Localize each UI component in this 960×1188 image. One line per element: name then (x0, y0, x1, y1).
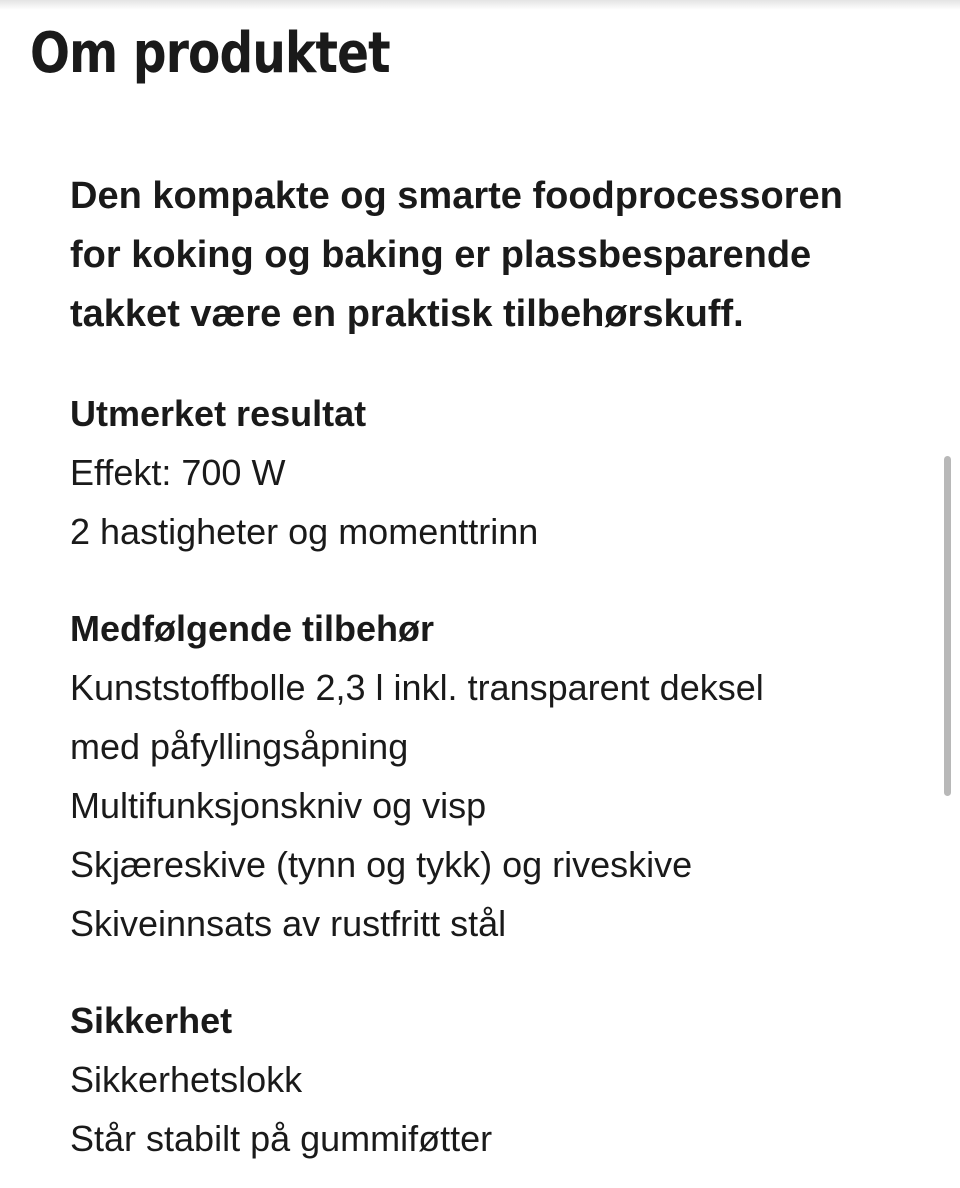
section-heading: Medfølgende tilbehør (70, 608, 434, 649)
section-medfolgende-tilbehor (70, 599, 900, 953)
list-item: Kunststoffbolle 2,3 l inkl. transparent deksel (70, 667, 764, 708)
list-item: Står stabilt på gummiføtter (70, 1118, 493, 1159)
list-item: Multifunksjonskniv og visp (70, 785, 487, 826)
intro-text: Den kompakte og smarte foodprocessoren for koking og baking er plassbesparende takket være en praktisk tilbehørskuff. (70, 175, 843, 335)
feature-list (70, 658, 900, 953)
section-sikkerhet (70, 991, 900, 1168)
section-heading: Sikkerhet (70, 1000, 233, 1041)
scrollbar[interactable] (944, 456, 951, 796)
list-item: Skjæreskive (tynn og tykk) og riveskive (70, 844, 693, 885)
header-shadow (0, 0, 960, 10)
list-item: 2 hastigheter og momenttrinn (70, 511, 539, 552)
list-item: Sikkerhetslokk (70, 1059, 303, 1100)
product-description (70, 167, 900, 1168)
list-item: med påfyllingsåpning (70, 726, 409, 767)
section-utmerket-resultat (70, 384, 900, 561)
page-title: Om produktet (30, 21, 390, 86)
list-item: Skiveinnsats av rustfritt stål (70, 903, 507, 944)
section-heading: Utmerket resultat (70, 393, 367, 434)
feature-list (70, 443, 900, 561)
feature-list (70, 1050, 900, 1168)
list-item: Effekt: 700 W (70, 452, 286, 493)
